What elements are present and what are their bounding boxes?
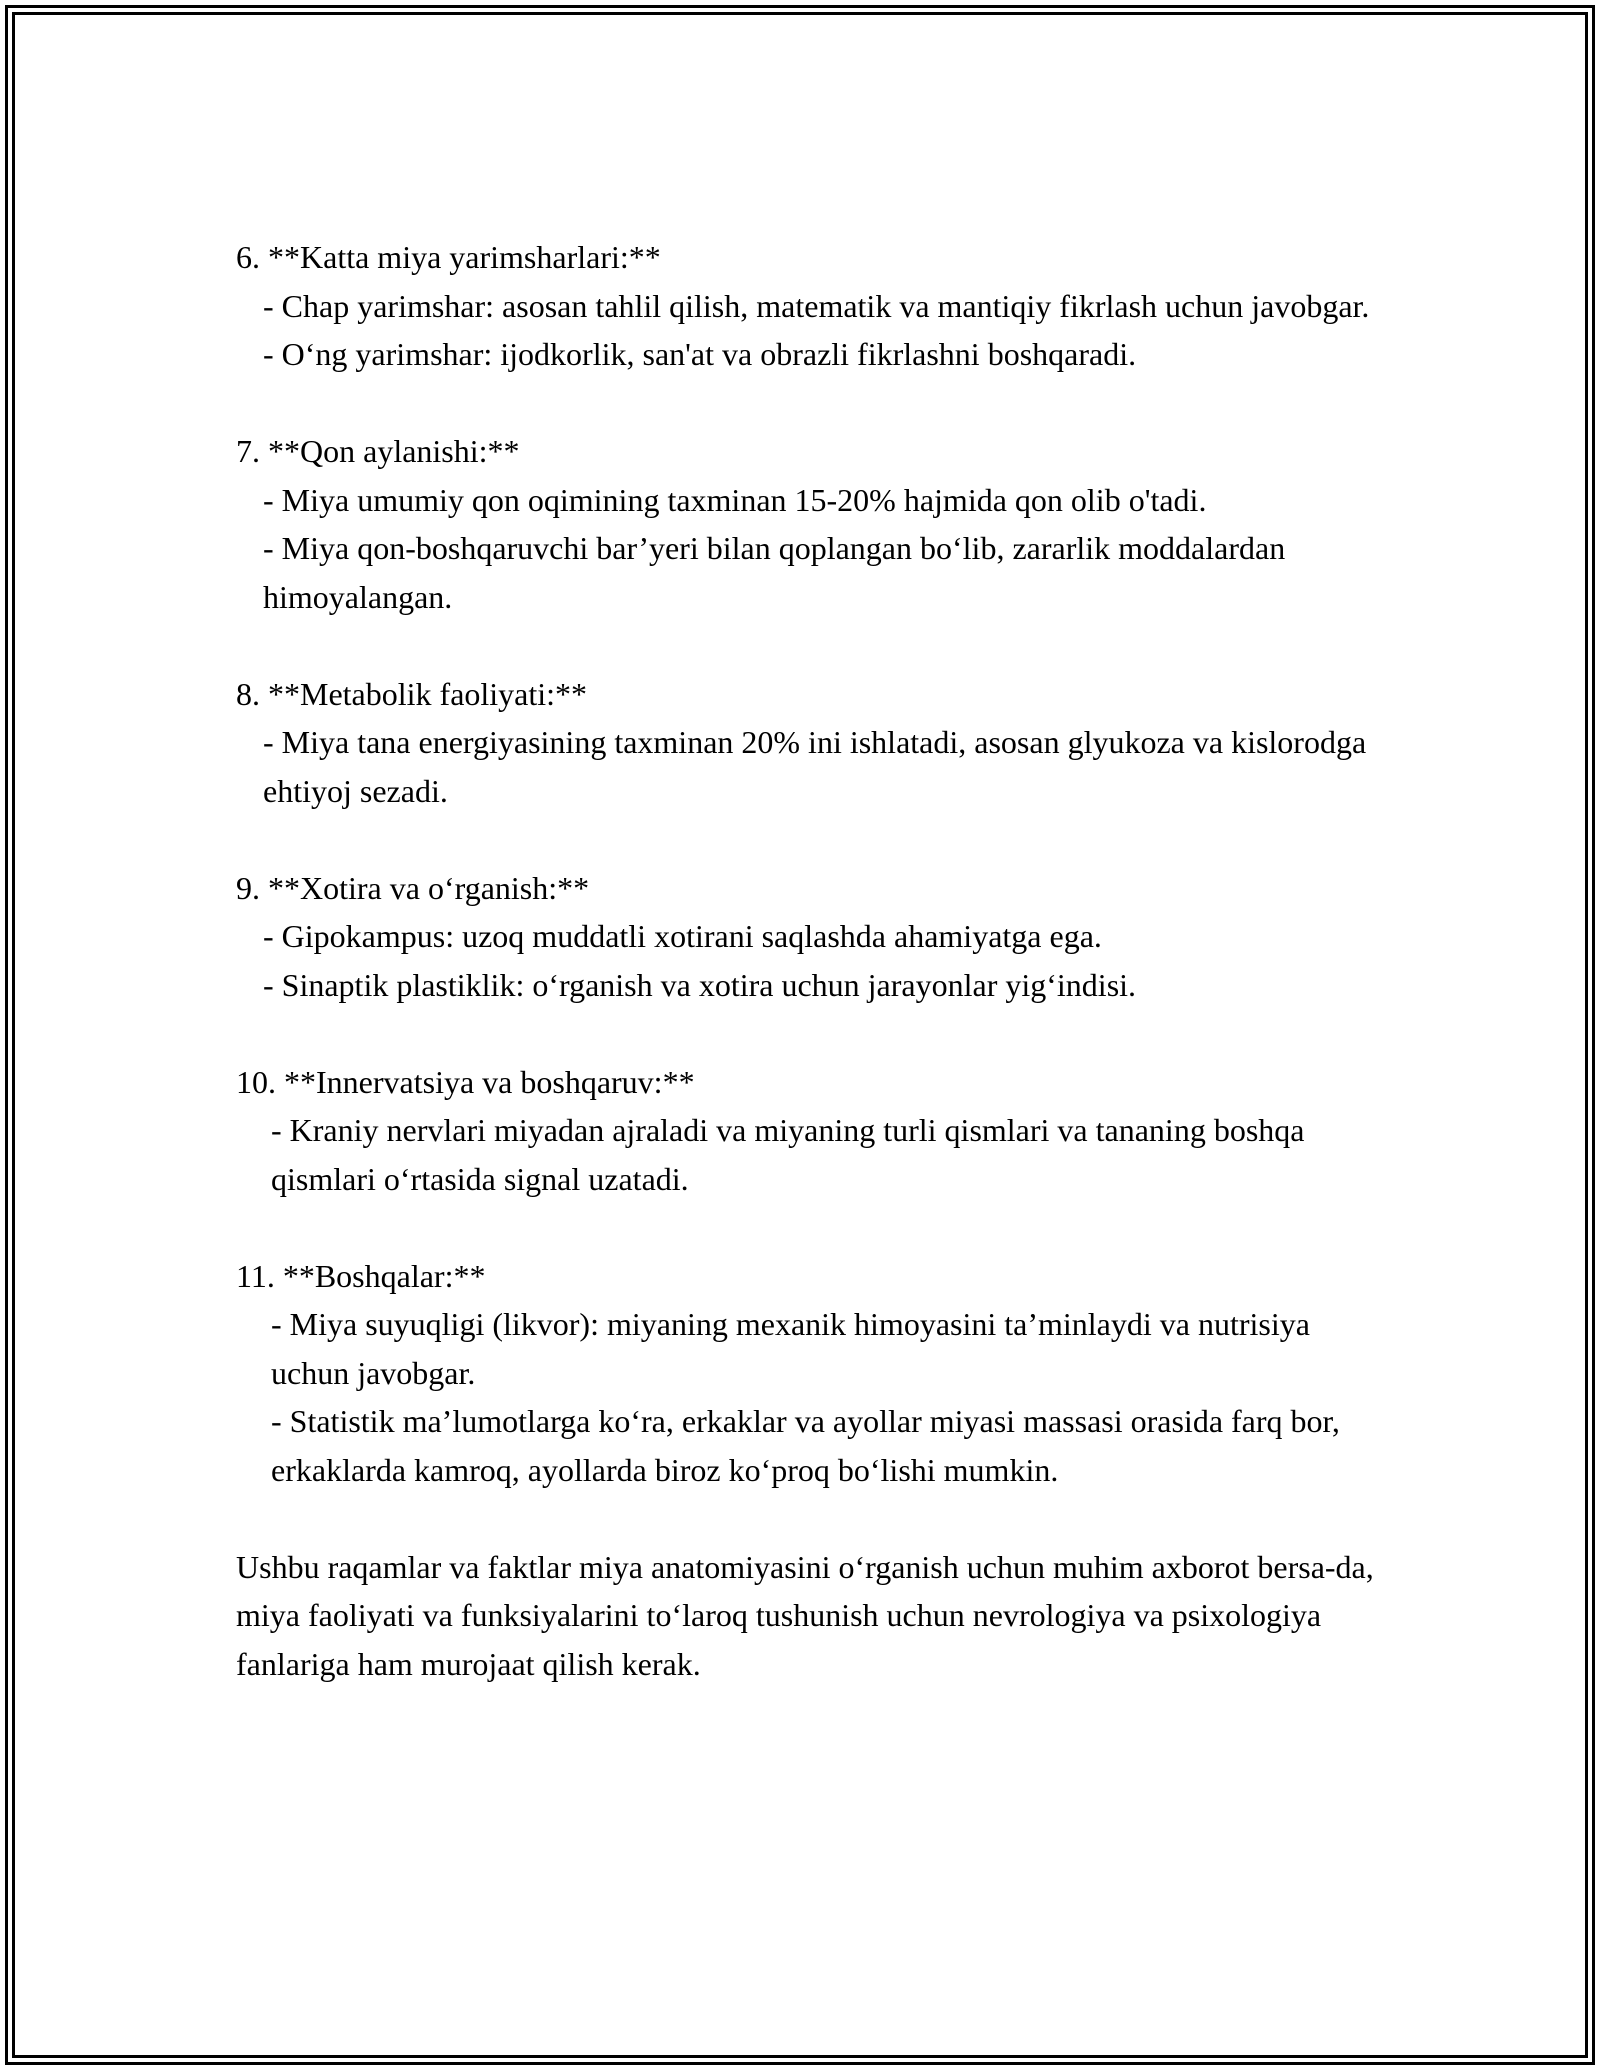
list-item: - Gipokampus: uzoq muddatli xotirani saqlashda ahamiyatga ega. [263,918,1102,954]
section-heading: 10. **Innervatsiya va boshqaruv:** [236,1063,695,1100]
list-item: - Miya suyuqligi (likvor): miyaning mexanik himoyasini ta’minlaydi va nutrisiya uchun javobgar. [271,1306,1318,1391]
list-item: - Statistik ma’lumotlarga ko‘ra, erkaklar va ayollar miyasi massasi orasida farq bor, erkaklarda kamroq, ayollarda biroz ko‘proq bo‘lishi mumkin. [271,1403,1348,1488]
section-11 [236,1252,1386,1495]
conclusion-paragraph: Ushbu raqamlar va faktlar miya anatomiyasini o‘rganish uchun muhim axborot bersa-da, miya faoliyati va funksiyalarini to‘laroq tushunish uchun nevrologiya va psixologiya fanlariga ham murojaat qilish kerak. [236,1548,1382,1682]
list-item: - Miya umumiy qon oqimining taxminan 15-20% hajmida qon olib o'tadi. [263,481,1207,518]
section-10 [236,1058,1386,1204]
section-heading: 9. **Xotira va o‘rganish:** [236,869,590,906]
document-body [236,233,1386,1688]
section-heading: 6. **Katta miya yarimsharlari:** [236,239,661,275]
list-item: - Miya tana energiyasining taxminan 20% ini ishlatadi, asosan glyukoza va kislorodga ehtiyoj sezadi. [263,724,1375,809]
section-heading: 8. **Metabolik faoliyati:** [236,675,588,712]
section-9 [236,864,1386,1010]
list-item: - Sinaptik plastiklik: o‘rganish va xotira uchun jarayonlar yig‘indisi. [263,966,1137,1003]
section-heading: 11. **Boshqalar:** [236,1257,486,1294]
section-8 [236,670,1386,816]
section-6 [236,233,1386,379]
list-item: - Kraniy nervlari miyadan ajraladi va miyaning turli qismlari va tananing boshqa qismlari o‘rtasida signal uzatadi. [271,1112,1313,1197]
list-item: - Miya qon-boshqaruvchi bar’yeri bilan qoplangan bo‘lib, zararlik moddalardan himoyalangan. [263,530,1294,615]
list-item: - O‘ng yarimshar: ijodkorlik, san'at va obrazli fikrlashni boshqaradi. [263,336,1137,372]
section-heading: 7. **Qon aylanishi:** [236,433,520,469]
list-item: - Chap yarimshar: asosan tahlil qilish, matematik va mantiqiy fikrlash uchun javobgar. [263,287,1370,324]
section-7 [236,427,1386,621]
